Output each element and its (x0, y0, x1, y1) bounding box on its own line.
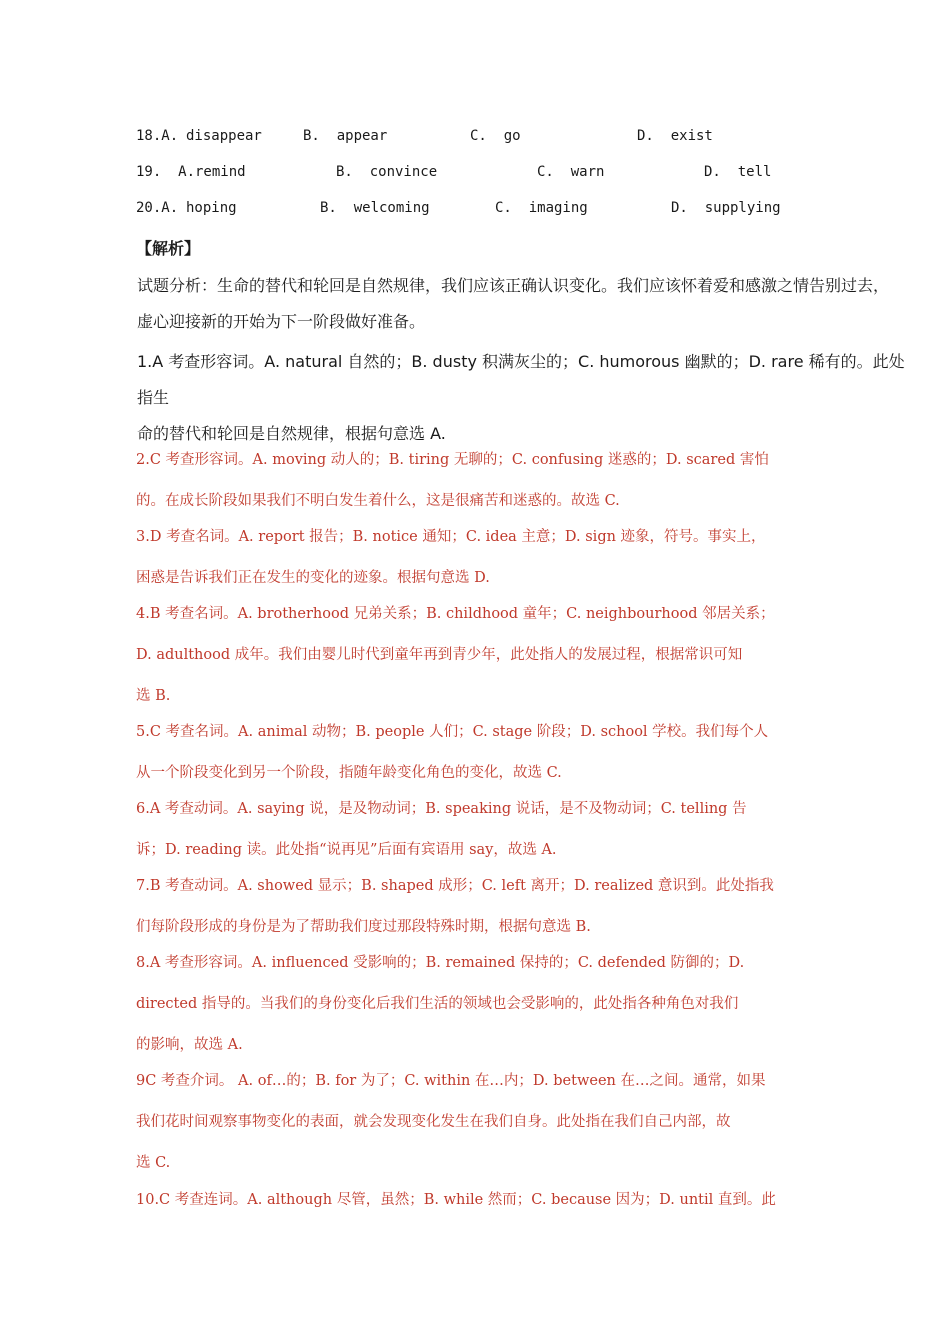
explanation-line: 2.C 考查形容词。A. moving 动人的；B. tiring 无聊的；C. confusing 迷惑的；D. scared 害怕 (136, 452, 769, 468)
explanation-line: 们每阶段形成的身份是为了帮助我们度过那段特殊时期，根据句意选 B. (136, 919, 591, 935)
analysis-paragraph (137, 268, 912, 340)
explanation-line: 6.A 考查动词。A. saying 说，是及物动词；B. speaking 说话，是不及物动词；C. telling 告 (136, 801, 747, 817)
option-a: remind (195, 164, 246, 180)
option-b: B. appear (303, 128, 388, 144)
option-c: C. go (470, 128, 521, 144)
question-number: 20.A. (136, 200, 179, 216)
explanation-line: D. adulthood 成年。我们由婴儿时代到童年再到青少年，此处指人的发展过程，根据常识可知 (136, 647, 743, 663)
option-b: B. welcoming (320, 200, 430, 216)
analysis-line: 虚心迎接新的开始为下一阶段做好准备。 (137, 312, 426, 331)
explanation-line: 10.C 考查连词。A. although 尽管，虽然；B. while 然而；C. because 因为；D. until 直到。此 (136, 1192, 776, 1208)
explanation-2 (136, 440, 826, 522)
option-a: disappear (186, 128, 262, 144)
answer-line: 1.A 考查形容词。A. natural 自然的；B. dusty 积满灰尘的；C. humorous 幽默的；D. rare 稀有的。此处指生 (137, 352, 905, 407)
explanation-3 (136, 517, 826, 599)
explanation-line: 5.C 考查名词。A. animal 动物；B. people 人们；C. stage 阶段；D. school 学校。我们每个人 (136, 724, 769, 740)
explanation-line: 的影响，故选 A. (136, 1037, 243, 1053)
answer-1 (137, 344, 912, 452)
option-row-19 (136, 164, 836, 186)
explanation-4 (136, 594, 826, 717)
option-b: B. convince (336, 164, 438, 180)
question-number: 19. A. (136, 164, 196, 180)
option-c: C. warn (537, 164, 605, 180)
explanation-line: 困惑是告诉我们正在发生的变化的迹象。根据句意选 D. (136, 570, 490, 586)
explanation-8 (136, 943, 826, 1066)
explanation-line: 9C 考查介词。 A. of…的；B. for 为了；C. within 在…内；D. between 在…之间。通常，如果 (136, 1073, 766, 1089)
explanation-line: 诉；D. reading 读。此处指“说再见”后面有宾语用 say，故选 A. (136, 842, 557, 858)
option-a: hoping (186, 200, 237, 216)
option-d: D. supplying (671, 200, 781, 216)
explanation-line: 3.D 考查名词。A. report 报告；B. notice 通知；C. idea 主意；D. sign 迹象，符号。事实上， (136, 529, 766, 545)
option-d: D. exist (637, 128, 713, 144)
explanation-line: 7.B 考查动词。A. showed 显示；B. shaped 成形；C. left 离开；D. realized 意识到。此处指我 (136, 878, 774, 894)
option-row-18 (136, 128, 836, 150)
analysis-heading: 【解析】 (136, 239, 201, 258)
answer-line: 命的替代和轮回是自然规律，根据句意选 A. (137, 424, 446, 443)
explanation-9 (136, 1061, 826, 1184)
explanation-line: directed 指导的。当我们的身份变化后我们生活的领域也会受影响的，此处指各种角色对我们 (136, 996, 739, 1012)
explanation-line: 选 C. (136, 1155, 171, 1171)
question-number: 18.A. (136, 128, 179, 144)
explanation-6 (136, 789, 826, 871)
explanation-line: 4.B 考查名词。A. brotherhood 兄弟关系；B. childhood 童年；C. neighbourhood 邻居关系； (136, 606, 775, 622)
option-c: C. imaging (495, 200, 588, 216)
option-d: D. tell (704, 164, 772, 180)
explanation-line: 从一个阶段变化到另一个阶段，指随年龄变化角色的变化，故选 C. (136, 765, 562, 781)
option-row-20 (136, 200, 836, 222)
explanation-line: 的。在成长阶段如果我们不明白发生着什么，这是很痛苦和迷惑的。故选 C. (136, 493, 620, 509)
explanation-5 (136, 712, 826, 794)
explanation-line: 8.A 考查形容词。A. influenced 受影响的；B. remained 保持的；C. defended 防御的；D. (136, 955, 745, 971)
explanation-line: 我们花时间观察事物变化的表面，就会发现变化发生在我们自身。此处指在我们自己内部，故 (136, 1114, 731, 1130)
explanation-line: 选 B. (136, 688, 171, 704)
explanation-10 (136, 1180, 826, 1221)
analysis-line: 试题分析：生命的替代和轮回是自然规律，我们应该正确认识变化。我们应该怀着爱和感激之情告别过去， (137, 276, 890, 295)
explanation-7 (136, 866, 826, 948)
